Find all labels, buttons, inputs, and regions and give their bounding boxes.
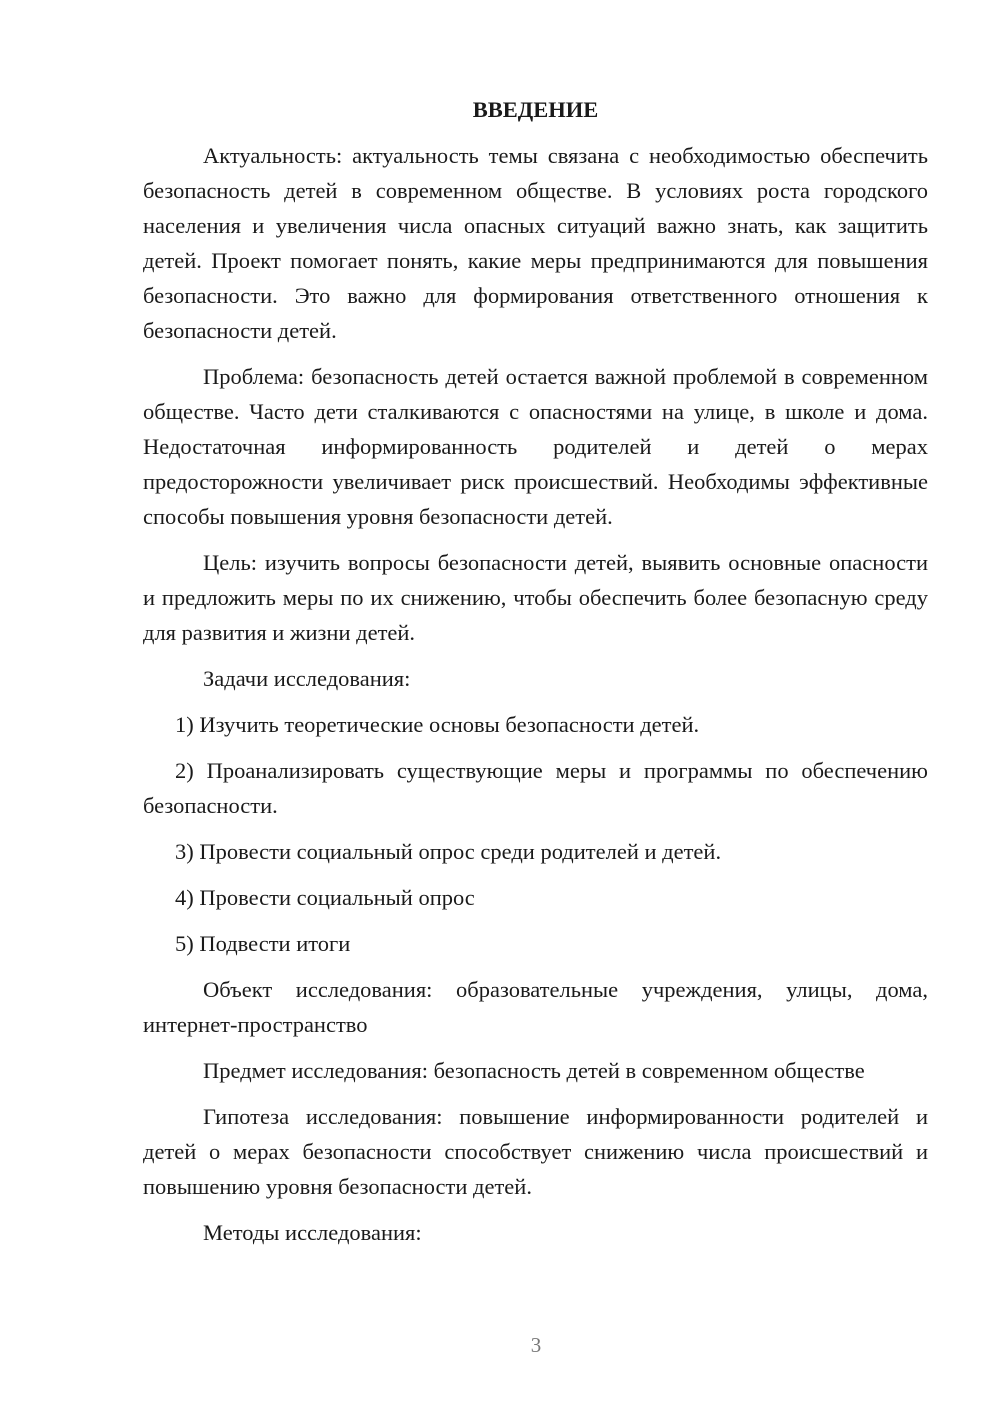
paragraph-subject: Предмет исследования: безопасность детей в современном обществе — [203, 1058, 865, 1083]
paragraph-problem: Проблема: безопасность детей остается важной проблемой в современном обществе. Часто дети сталкиваются с опасностями на улице, в школе и дома. Недостаточная информированность родителей и детей о мерах предосторожности увеличивает риск происшествий. Необходимы эффективные способы повышения уровня безопасности детей. — [143, 364, 928, 529]
paragraph-tasks-heading: Задачи исследования: — [203, 666, 411, 691]
paragraph-goal: Цель: изучить вопросы безопасности детей, выявить основные опасности и предложить меры по их снижению, чтобы обеспечить более безопасную среду для развития и жизни детей. — [143, 550, 928, 645]
section-title: ВВЕДЕНИЕ — [472, 97, 599, 122]
paragraph-relevance: Актуальность: актуальность темы связана с необходимостью обеспечить безопасность детей в современном обществе. В условиях роста городского населения и увеличения числа опасных ситуаций важно знать, как защитить детей. Проект помогает понять, какие меры предпринимаются для повышения безопасности. Это важно для формирования ответственного отношения к безопасности детей. — [143, 143, 928, 343]
paragraph-object: Объект исследования: образовательные учреждения, улицы, дома, интернет-пространство — [143, 977, 928, 1037]
page-number: 3 — [530, 1333, 542, 1357]
task-item: 1) Изучить теоретические основы безопасности детей. — [175, 712, 700, 737]
paragraph-methods: Методы исследования: — [203, 1220, 422, 1245]
document-body — [143, 92, 928, 1261]
task-item: 2) Проанализировать существующие меры и программы по обеспечению безопасности. — [143, 758, 928, 818]
paragraph-hypothesis: Гипотеза исследования: повышение информированности родителей и детей о мерах безопасности способствует снижению числа происшествий и повышению уровня безопасности детей. — [143, 1104, 928, 1199]
task-item: 3) Провести социальный опрос среди родителей и детей. — [175, 839, 722, 864]
task-item: 5) Подвести итоги — [175, 931, 351, 956]
task-item: 4) Провести социальный опрос — [175, 885, 475, 910]
